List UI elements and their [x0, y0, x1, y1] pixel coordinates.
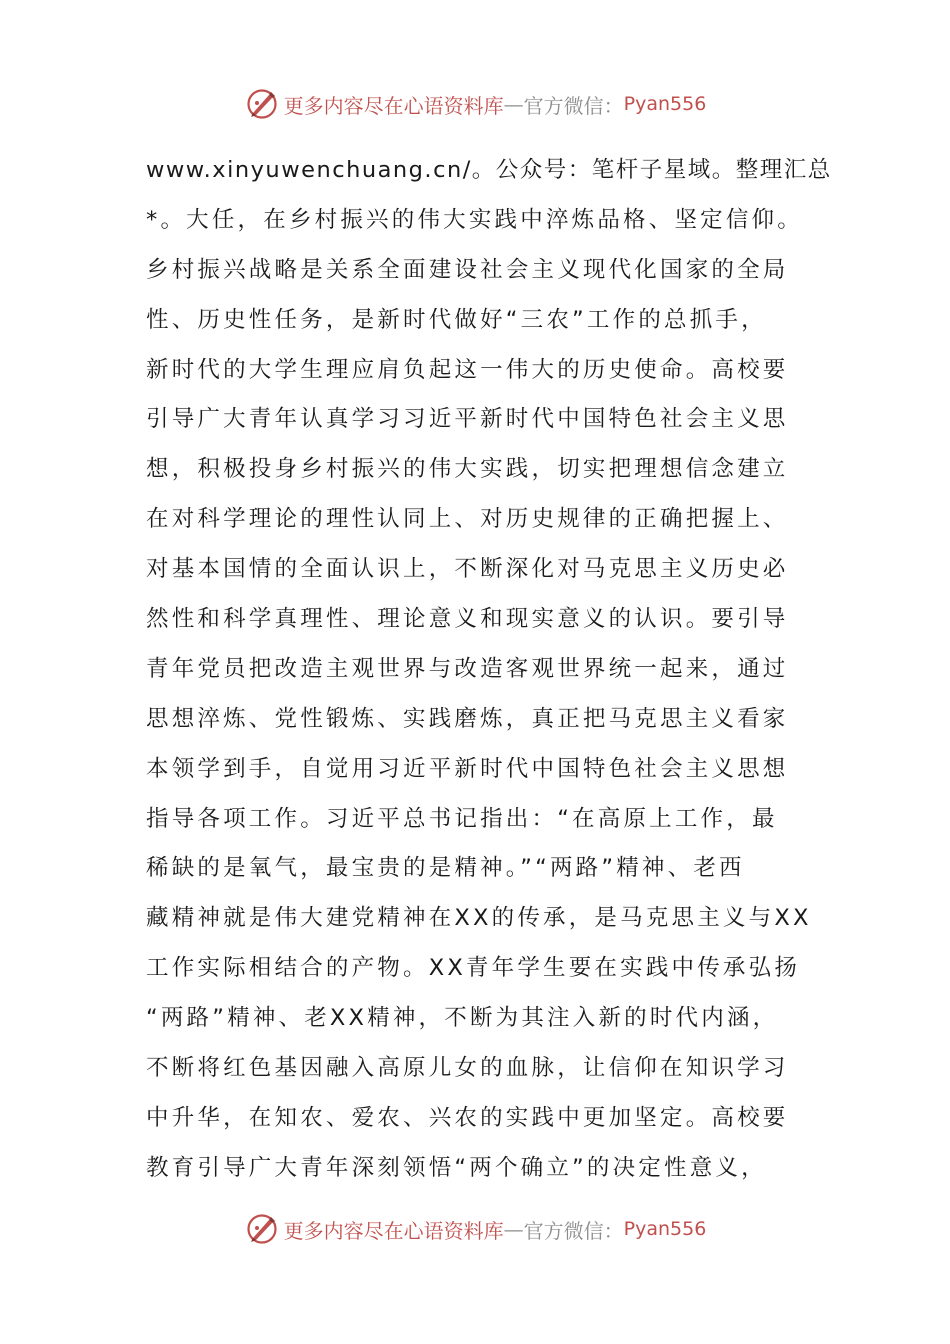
body-text [146, 146, 832, 1194]
banner-channel: 官方微信： [523, 1218, 624, 1243]
text-line: 在对科学理论的理性认同上、对历史规律的正确把握上、 [146, 506, 789, 533]
text-line: 不断将红色基因融入高原儿女的血脉，让信仰在知识学习 [146, 1055, 789, 1082]
banner-channel: 官方微信： [523, 93, 624, 118]
text-line: 中升华，在知农、爱农、兴农的实践中更加坚定。高校要 [146, 1104, 789, 1131]
text-line: 指导各项工作。习近平总书记指出：“在高原上工作，最 [146, 805, 778, 832]
text-line: 对基本国情的全面认识上，不断深化对马克思主义历史必 [146, 556, 789, 583]
banner-handle: Pyan556 [623, 1218, 707, 1240]
text-line: 藏精神就是伟大建党精神在XX的传承，是马克思主义与XX [146, 905, 812, 932]
pen-circle-logo-icon [244, 1211, 280, 1247]
text-line: *。大任，在乡村振兴的伟大实践中淬炼品格、坚定信仰。 [146, 206, 803, 233]
text-line: 思想淬炼、党性锻炼、实践磨炼，真正把马克思主义看家 [146, 705, 789, 732]
text-line: 工作实际相结合的产物。XX青年学生要在实践中传承弘扬 [146, 955, 801, 982]
text-line: 然性和科学真理性、理论意义和现实意义的认识。要引导 [146, 606, 789, 633]
banner-separator: — [503, 1217, 524, 1241]
text-line: 想，积极投身乡村振兴的伟大实践，切实把理想信念建立 [146, 456, 789, 483]
pen-circle-logo-icon [244, 86, 280, 122]
text-line: www.xinyuwenchuang.cn/。公众号：笔杆子星域。整理汇总 [146, 157, 832, 183]
footer-banner [0, 1209, 950, 1249]
banner-separator: — [503, 92, 524, 116]
header-banner [0, 84, 950, 124]
text-line: “两路”精神、老XX精神，不断为其注入新的时代内涵， [146, 1005, 779, 1032]
text-line: 青年党员把改造主观世界与改造客观世界统一起来，通过 [146, 655, 789, 682]
text-line: 乡村振兴战略是关系全面建设社会主义现代化国家的全局 [146, 256, 789, 283]
banner-label: 更多内容尽在心语资料库 [283, 1218, 504, 1243]
text-line: 稀缺的是氧气，最宝贵的是精神。”“两路”精神、老西 [146, 855, 745, 882]
text-line: 教育引导广大青年深刻领悟“两个确立”的决定性意义， [146, 1154, 767, 1181]
text-line: 新时代的大学生理应肩负起这一伟大的历史使命。高校要 [146, 356, 789, 383]
text-line: 引导广大青年认真学习习近平新时代中国特色社会主义思 [146, 406, 789, 433]
text-line: 本领学到手，自觉用习近平新时代中国特色社会主义思想 [146, 755, 789, 782]
text-line: 性、历史性任务，是新时代做好“三农”工作的总抓手， [146, 306, 767, 333]
banner-label: 更多内容尽在心语资料库 [283, 93, 504, 118]
banner-handle: Pyan556 [623, 93, 707, 115]
